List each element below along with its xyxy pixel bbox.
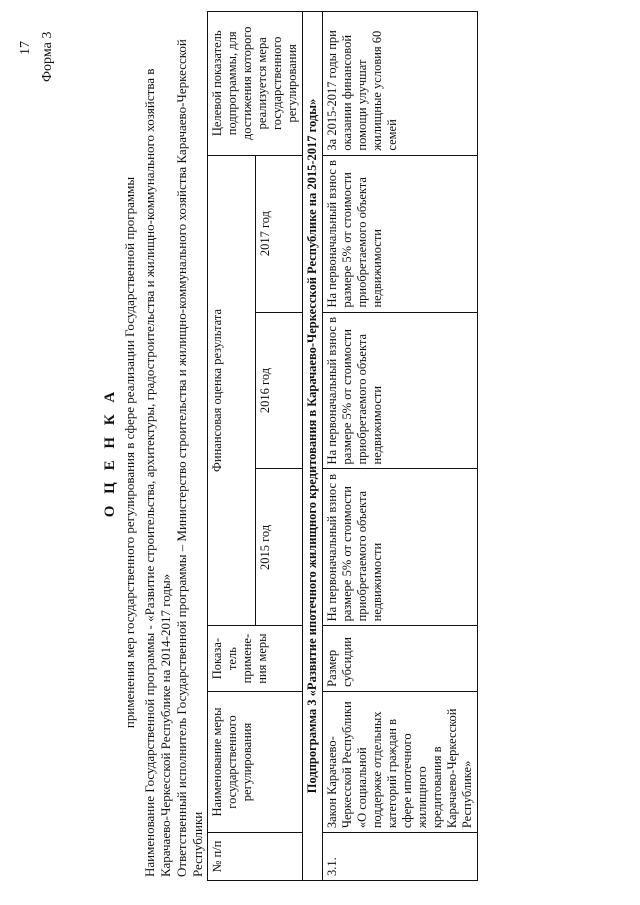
subprogram-title: Подпрограмма 3 «Развитие ипотечного жилищного кредитования в Карачаево-Черкесской Республике на 2015-2017 годы»	[303, 12, 323, 881]
program-name: Наименование Государственной программы - «Развитие строительства, архитектуры, градостроительства и жилищно-коммунального хозяйства в Карачаево-Черкесской Республике на 2014-2017 годы»	[142, 68, 173, 877]
subprogram-row	[303, 12, 323, 881]
row-indicator: Размер субсидии	[323, 626, 478, 691]
row-2015: На первоначальный взнос в размере 5% от стоимости приобретаемого объекта недвижимости	[323, 469, 478, 626]
header-year-2017: 2017 год	[255, 155, 303, 312]
header-finance: Финансовая оценка результата	[208, 155, 256, 626]
table-row	[323, 12, 478, 881]
assessment-table	[207, 11, 478, 881]
header-measure: Наименование меры государственного регулирования	[208, 691, 303, 832]
header-target: Целевой показатель подпрограммы, для достижения которого реализуется мера государственного регулирования	[208, 12, 303, 156]
table-header-row	[208, 12, 256, 881]
row-measure: Закон Карачаево-Черкесской Республики «О социальной поддержке отдельных категорий граждан в сфере ипотечного жилищного кредитования в Карачаево-Черкесской Республике»	[323, 691, 478, 832]
page-number: 17	[18, 41, 33, 55]
header-num: № п/п	[208, 833, 303, 881]
row-target: За 2015-2017 годы при оказании финансовой помощи улучшат жилищные условия 60 семей	[323, 12, 478, 156]
header-indicator: Показа-тель примене-ния меры	[208, 626, 303, 691]
header-year-2015: 2015 год	[255, 469, 303, 626]
row-num: 3.1.	[323, 833, 478, 881]
header-year-2016: 2016 год	[255, 312, 303, 469]
form-label: Форма 3	[40, 31, 55, 82]
document-subtitle: применения мер государственного регулирования в сфере реализации Государственной программы	[122, 176, 137, 729]
row-2017: На первоначальный взнос в размере 5% от стоимости приобретаемого объекта недвижимости	[323, 155, 478, 312]
row-2016: На первоначальный взнос в размере 5% от стоимости приобретаемого объекта недвижимости	[323, 312, 478, 469]
responsible-executor: Ответственный исполнитель Государственной программы – Министерство строительства и жилищно-коммунального хозяйства Карачаево-Черкесской Республики	[174, 39, 205, 877]
document-title: О Ц Е Н К А	[102, 387, 118, 518]
